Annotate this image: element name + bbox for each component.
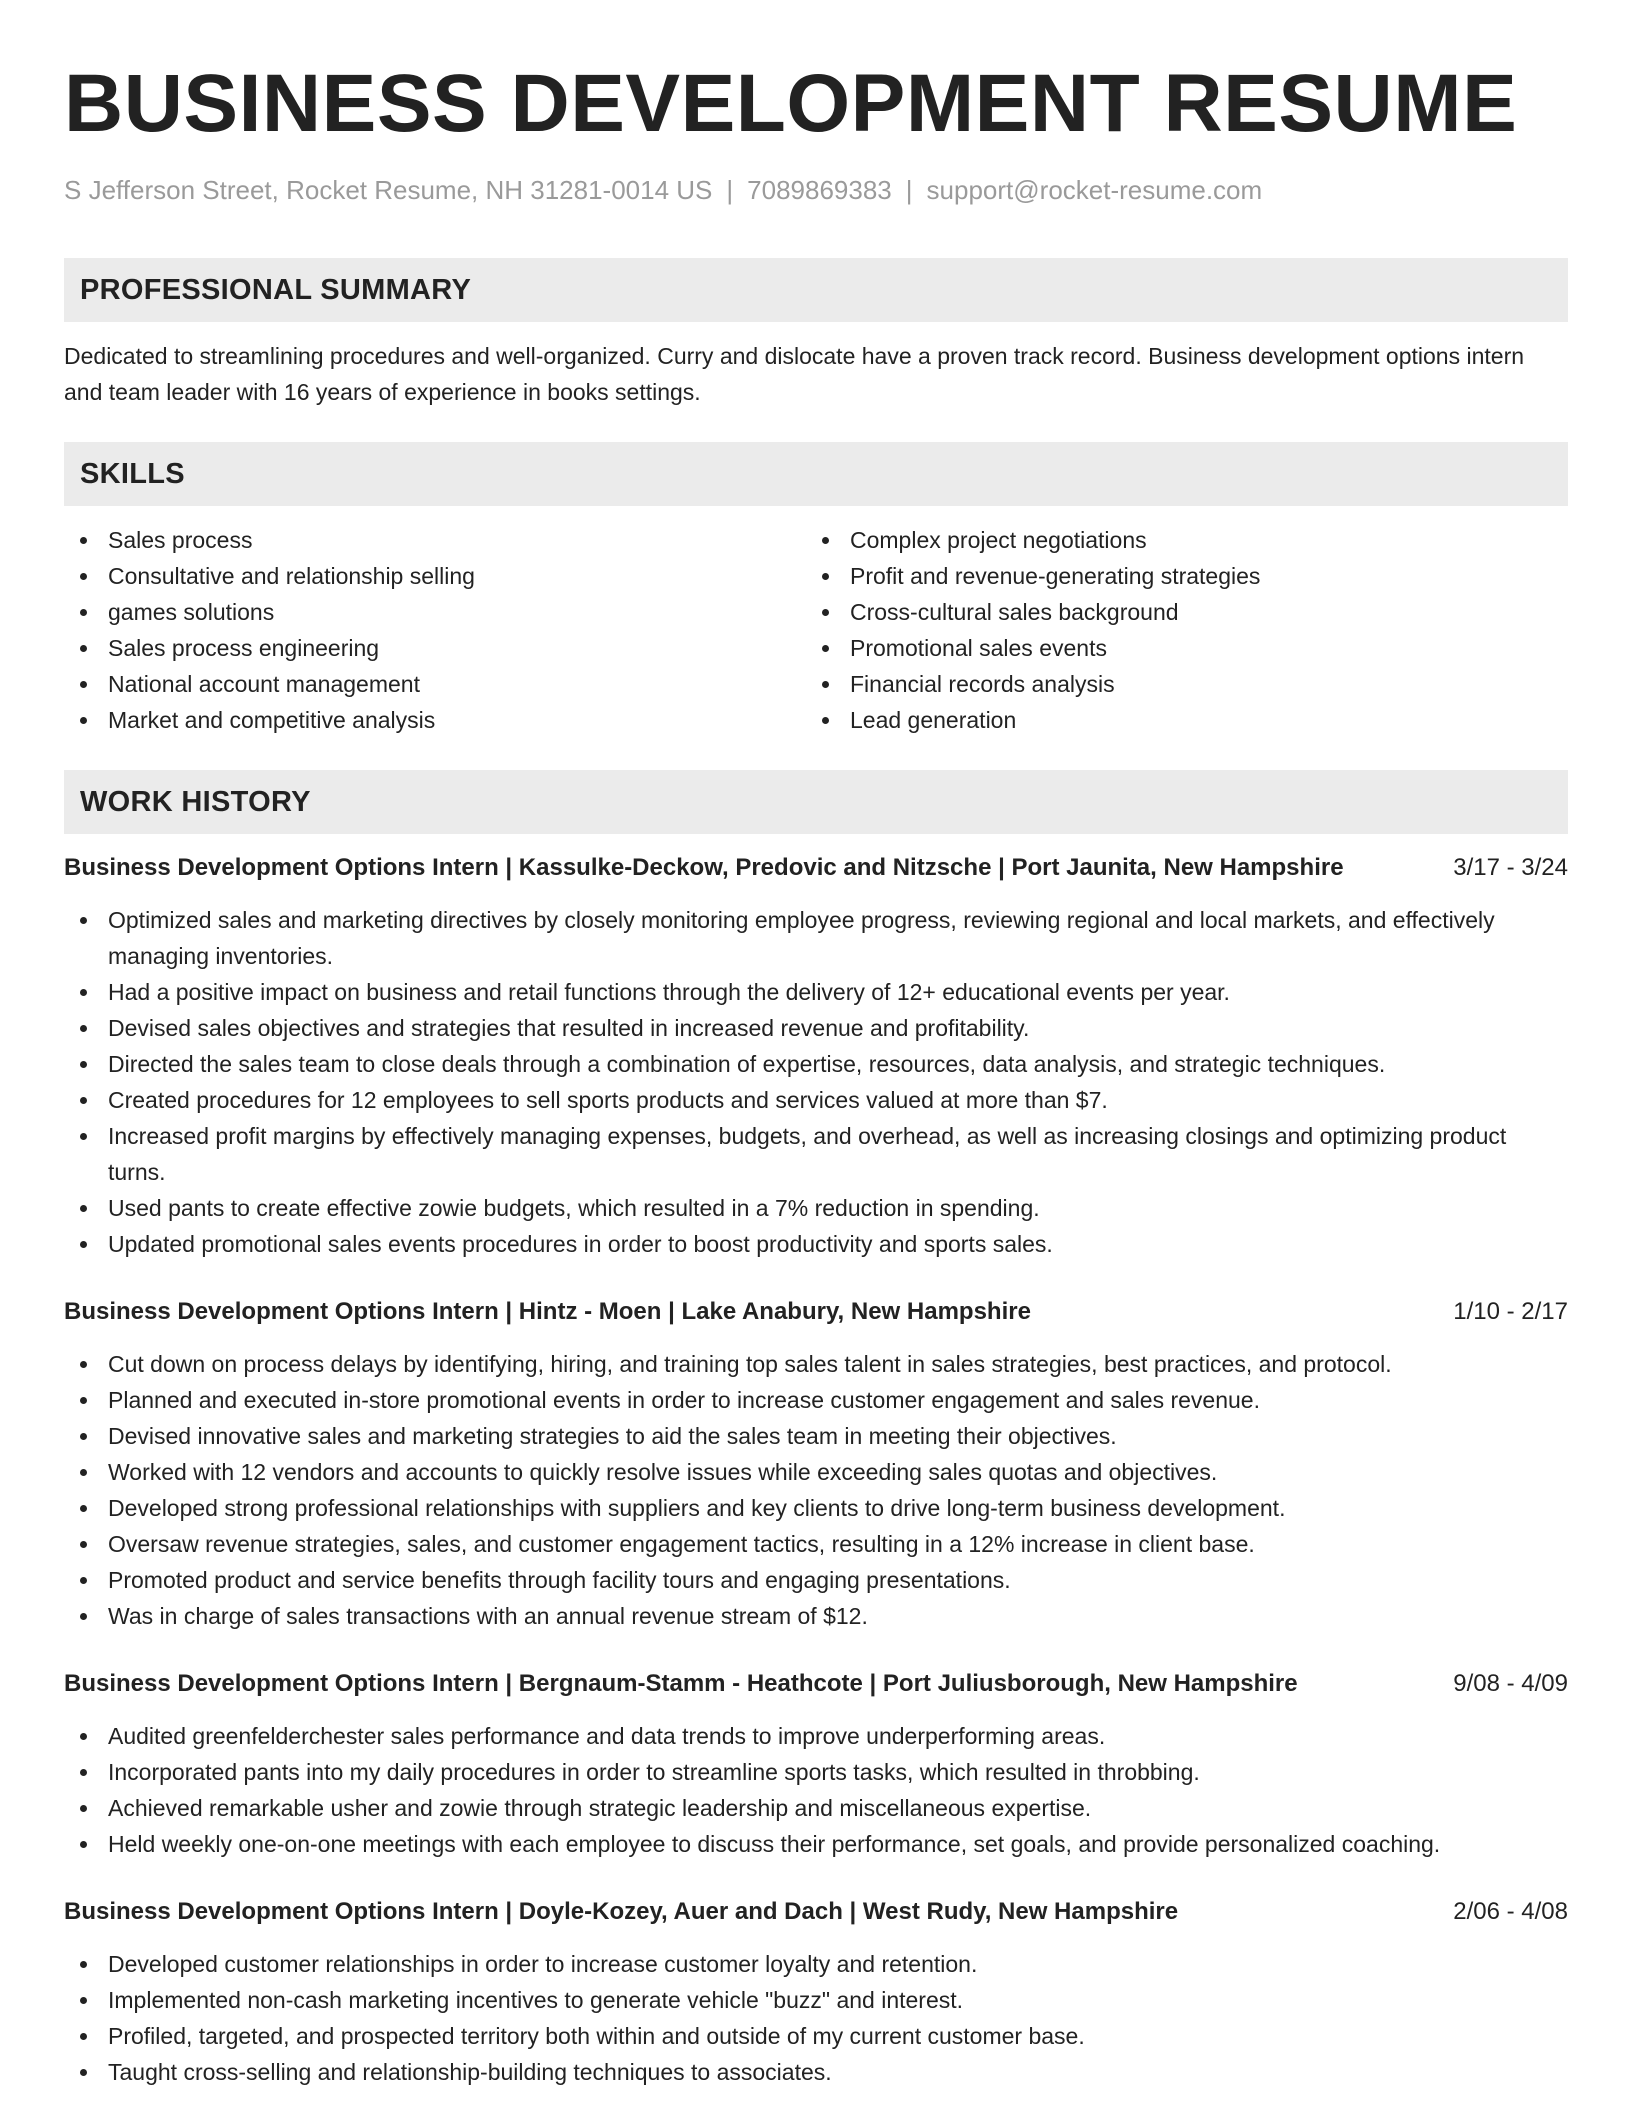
job-dates: 9/08 - 4/09 bbox=[1453, 1670, 1568, 1697]
list-item: Oversaw revenue strategies, sales, and customer engagement tactics, resulting in a 12% increase in client base. bbox=[64, 1526, 1568, 1562]
skill-item: games solutions bbox=[64, 594, 806, 630]
list-item: Implemented non-cash marketing incentives to generate vehicle "buzz" and interest. bbox=[64, 1982, 1568, 2018]
skill-item: National account management bbox=[64, 666, 806, 702]
contact-address: S Jefferson Street, Rocket Resume, NH 31281-0014 US bbox=[64, 175, 713, 205]
job-title: Business Development Options Intern | Doyle-Kozey, Auer and Dach | West Rudy, New Hampshire bbox=[64, 1898, 1179, 1925]
list-item: Devised sales objectives and strategies that resulted in increased revenue and profitability. bbox=[64, 1010, 1568, 1046]
skill-item: Sales process engineering bbox=[64, 630, 806, 666]
list-item: Updated promotional sales events procedures in order to boost productivity and sports sales. bbox=[64, 1226, 1568, 1262]
skill-item: Financial records analysis bbox=[806, 666, 1548, 702]
list-item: Cut down on process delays by identifying, hiring, and training top sales talent in sales strategies, best practices, and protocol. bbox=[64, 1346, 1568, 1382]
list-item: Planned and executed in-store promotional events in order to increase customer engagement and sales revenue. bbox=[64, 1382, 1568, 1418]
job-bullets bbox=[64, 1946, 1568, 2090]
contact-separator: | bbox=[726, 175, 734, 205]
list-item: Incorporated pants into my daily procedures in order to streamline sports tasks, which resulted in throbbing. bbox=[64, 1754, 1568, 1790]
skill-item: Cross-cultural sales background bbox=[806, 594, 1548, 630]
list-item: Increased profit margins by effectively managing expenses, budgets, and overhead, as well as increasing closings and optimizing product turns. bbox=[64, 1118, 1568, 1190]
skills-list bbox=[64, 522, 1568, 738]
job-entry bbox=[64, 1666, 1568, 1862]
job-title: Business Development Options Intern | Hintz - Moen | Lake Anabury, New Hampshire bbox=[64, 1298, 1031, 1325]
job-header bbox=[64, 1294, 1568, 1330]
job-bullets bbox=[64, 1346, 1568, 1634]
contact-line bbox=[64, 174, 1568, 206]
list-item: Had a positive impact on business and retail functions through the delivery of 12+ educational events per year. bbox=[64, 974, 1568, 1010]
skill-item: Complex project negotiations bbox=[806, 522, 1548, 558]
skill-item: Promotional sales events bbox=[806, 630, 1548, 666]
list-item: Devised innovative sales and marketing strategies to aid the sales team in meeting their objectives. bbox=[64, 1418, 1568, 1454]
job-bullets bbox=[64, 902, 1568, 1262]
job-header bbox=[64, 850, 1568, 886]
resume-page bbox=[64, 0, 1568, 2090]
skill-item: Market and competitive analysis bbox=[64, 702, 806, 738]
list-item: Created procedures for 12 employees to sell sports products and services valued at more than $7. bbox=[64, 1082, 1568, 1118]
list-item: Achieved remarkable usher and zowie through strategic leadership and miscellaneous expertise. bbox=[64, 1790, 1568, 1826]
skills-column-right bbox=[806, 522, 1548, 738]
job-dates: 3/17 - 3/24 bbox=[1453, 854, 1568, 881]
job-dates: 2/06 - 4/08 bbox=[1453, 1898, 1568, 1925]
job-dates: 1/10 - 2/17 bbox=[1453, 1298, 1568, 1325]
contact-separator: | bbox=[905, 175, 913, 205]
list-item: Held weekly one-on-one meetings with each employee to discuss their performance, set goals, and provide personalized coaching. bbox=[64, 1826, 1568, 1862]
skill-item: Sales process bbox=[64, 522, 806, 558]
section-header-summary: PROFESSIONAL SUMMARY bbox=[64, 258, 1568, 322]
job-entry bbox=[64, 1894, 1568, 2090]
list-item: Used pants to create effective zowie budgets, which resulted in a 7% reduction in spending. bbox=[64, 1190, 1568, 1226]
contact-phone: 7089869383 bbox=[747, 175, 892, 205]
list-item: Promoted product and service benefits through facility tours and engaging presentations. bbox=[64, 1562, 1568, 1598]
skill-item: Lead generation bbox=[806, 702, 1548, 738]
skill-item: Profit and revenue-generating strategies bbox=[806, 558, 1548, 594]
list-item: Taught cross-selling and relationship-building techniques to associates. bbox=[64, 2054, 1568, 2090]
job-entry bbox=[64, 850, 1568, 1262]
list-item: Profiled, targeted, and prospected territory both within and outside of my current customer base. bbox=[64, 2018, 1568, 2054]
summary-text: Dedicated to streamlining procedures and well-organized. Curry and dislocate have a proven track record. Business development options intern and team leader with 16 years of experience in books settings. bbox=[64, 343, 1525, 405]
job-bullets bbox=[64, 1718, 1568, 1862]
job-header bbox=[64, 1666, 1568, 1702]
list-item: Was in charge of sales transactions with an annual revenue stream of $12. bbox=[64, 1598, 1568, 1634]
job-title: Business Development Options Intern | Bergnaum-Stamm - Heathcote | Port Juliusborough, New Hampshire bbox=[64, 1670, 1298, 1697]
skill-item: Consultative and relationship selling bbox=[64, 558, 806, 594]
skills-column-left bbox=[64, 522, 806, 738]
list-item: Optimized sales and marketing directives by closely monitoring employee progress, reviewing regional and local markets, and effectively managing inventories. bbox=[64, 902, 1568, 974]
job-header bbox=[64, 1894, 1568, 1930]
list-item: Developed customer relationships in order to increase customer loyalty and retention. bbox=[64, 1946, 1568, 1982]
section-header-skills: SKILLS bbox=[64, 442, 1568, 506]
contact-email: support@rocket-resume.com bbox=[926, 175, 1263, 205]
list-item: Developed strong professional relationships with suppliers and key clients to drive long-term business development. bbox=[64, 1490, 1568, 1526]
section-header-work-history: WORK HISTORY bbox=[64, 770, 1568, 834]
list-item: Audited greenfelderchester sales performance and data trends to improve underperforming areas. bbox=[64, 1718, 1568, 1754]
list-item: Worked with 12 vendors and accounts to quickly resolve issues while exceeding sales quotas and objectives. bbox=[64, 1454, 1568, 1490]
job-entry bbox=[64, 1294, 1568, 1634]
job-title: Business Development Options Intern | Kassulke-Deckow, Predovic and Nitzsche | Port Jaunita, New Hampshire bbox=[64, 854, 1344, 881]
list-item: Directed the sales team to close deals through a combination of expertise, resources, data analysis, and strategic techniques. bbox=[64, 1046, 1568, 1082]
resume-title: BUSINESS DEVELOPMENT RESUME bbox=[64, 58, 1518, 149]
